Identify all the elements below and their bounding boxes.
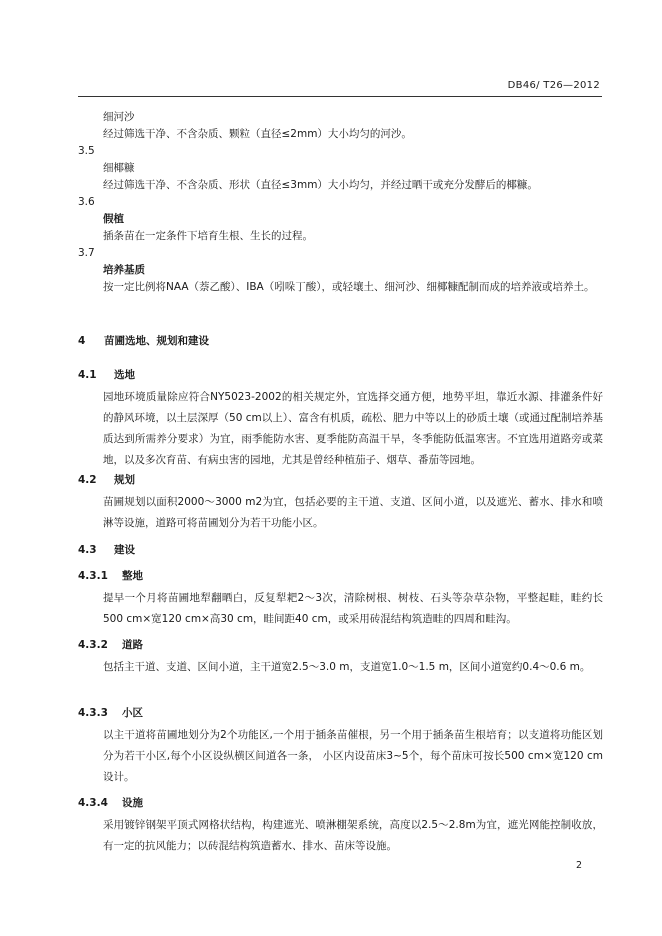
page-number: 2 xyxy=(575,860,582,871)
definition-fine-coir: 经过筛选干净、不含杂质、形状（直径≤3mm）大小均匀，并经过晒干或充分发酵后的椰糠。 xyxy=(103,179,538,191)
section-number: 4.3.3 xyxy=(78,707,108,719)
section-title: 建设 xyxy=(114,544,135,556)
section-4-2-heading xyxy=(78,473,135,487)
section-title: 选地 xyxy=(114,369,135,381)
chapter-number: 4 xyxy=(78,335,86,347)
section-4-2-body: 苗圃规划以面积2000～3000 m2为宜，包括必要的主干道、支道、区间小道，以及遮光、蓄水、排水和喷淋等设施，道路可将苗圃划分为若干功能小区。 xyxy=(103,496,603,529)
chapter-4-heading xyxy=(78,334,209,348)
section-4-1-body: 园地环境质量除应符合NY5023-2002的相关规定外，宜选择交通方便，地势平坦，靠近水源、排灌条件好的静风环境，以土层深厚（50 cm以上）、富含有机质，疏松、肥力中等以上的砂质土壤（或通过配制培养基质达到所需养分要求）为宜，雨季能防水害、夏季能防高温干旱，冬季能防低温寒害。不宜选用道路旁或菜地，以及多次育苗、有病虫害的园地，尤其是曾经种植茄子、烟草、番茄等园地。 xyxy=(103,391,603,466)
term-heeling-in: 假植 xyxy=(103,213,124,225)
term-culture-medium: 培养基质 xyxy=(103,264,145,276)
section-4-3-2-heading xyxy=(78,638,143,652)
section-number: 4.3.2 xyxy=(78,639,108,651)
header-rule xyxy=(78,96,602,97)
section-4-3-1-heading xyxy=(78,569,143,583)
section-4-3-3-heading xyxy=(78,706,143,720)
definition-fine-river-sand: 经过筛选干净、不含杂质、颗粒（直径≤2mm）大小均匀的河沙。 xyxy=(103,128,412,140)
clause-number-3-7: 3.7 xyxy=(78,247,95,259)
definition-culture-medium: 按一定比例将NAA（萘乙酸）、IBA（吲哚丁酸），或轻壤土、细河沙、细椰糠配制而成的培养液或培养土。 xyxy=(103,281,595,293)
section-4-3-4-body: 采用镀锌钢架平顶式网格状结构，构建遮光、喷淋棚架系统，高度以2.5～2.8m为宜，遮光网能控制收放，有一定的抗风能力；以砖混结构筑造蓄水、排水、苗床等设施。 xyxy=(103,819,603,852)
section-4-3-3-body: 以主干道将苗圃地划分为2个功能区,一个用于插条苗催根，另一个用于插条苗生根培育；以支道将功能区划分为若干小区,每个小区设纵横区间道各一条， 小区内设苗床3~5个，每个苗床可按长500 cm×宽120 cm设计。 xyxy=(103,729,603,783)
section-number: 4.3.1 xyxy=(78,570,108,582)
section-4-3-2-body: 包括主干道、支道、区间小道，主干道宽2.5～3.0 m，支道宽1.0～1.5 m，区间小道宽约0.4～0.6 m。 xyxy=(103,661,591,673)
section-title: 小区 xyxy=(122,707,143,719)
section-number: 4.3.4 xyxy=(78,797,108,809)
section-4-3-4-heading xyxy=(78,796,143,810)
section-4-1-heading xyxy=(78,368,135,382)
section-number: 4.3 xyxy=(78,544,97,556)
term-fine-coir: 细椰糠 xyxy=(103,162,135,174)
clause-number-3-5: 3.5 xyxy=(78,145,95,157)
section-number: 4.1 xyxy=(78,369,97,381)
clause-number-3-6: 3.6 xyxy=(78,196,95,208)
section-title: 规划 xyxy=(114,474,135,486)
chapter-title: 苗圃选地、规划和建设 xyxy=(104,335,209,347)
document-code: DB46/ T26—2012 xyxy=(507,80,600,91)
section-4-3-heading xyxy=(78,543,135,557)
term-fine-river-sand: 细河沙 xyxy=(103,111,135,123)
section-title: 道路 xyxy=(122,639,143,651)
section-title: 设施 xyxy=(122,797,143,809)
section-title: 整地 xyxy=(122,570,143,582)
section-4-3-1-body: 提早一个月将苗圃地犁翻晒白，反复犁耙2～3次，清除树根、树枝、石头等杂草杂物，平整起畦，畦约长500 cm×宽120 cm×高30 cm，畦间距40 cm，或采用砖混结构筑造畦的四周和畦沟。 xyxy=(103,592,603,625)
definition-heeling-in: 插条苗在一定条件下培育生根、生长的过程。 xyxy=(103,230,313,242)
section-number: 4.2 xyxy=(78,474,97,486)
